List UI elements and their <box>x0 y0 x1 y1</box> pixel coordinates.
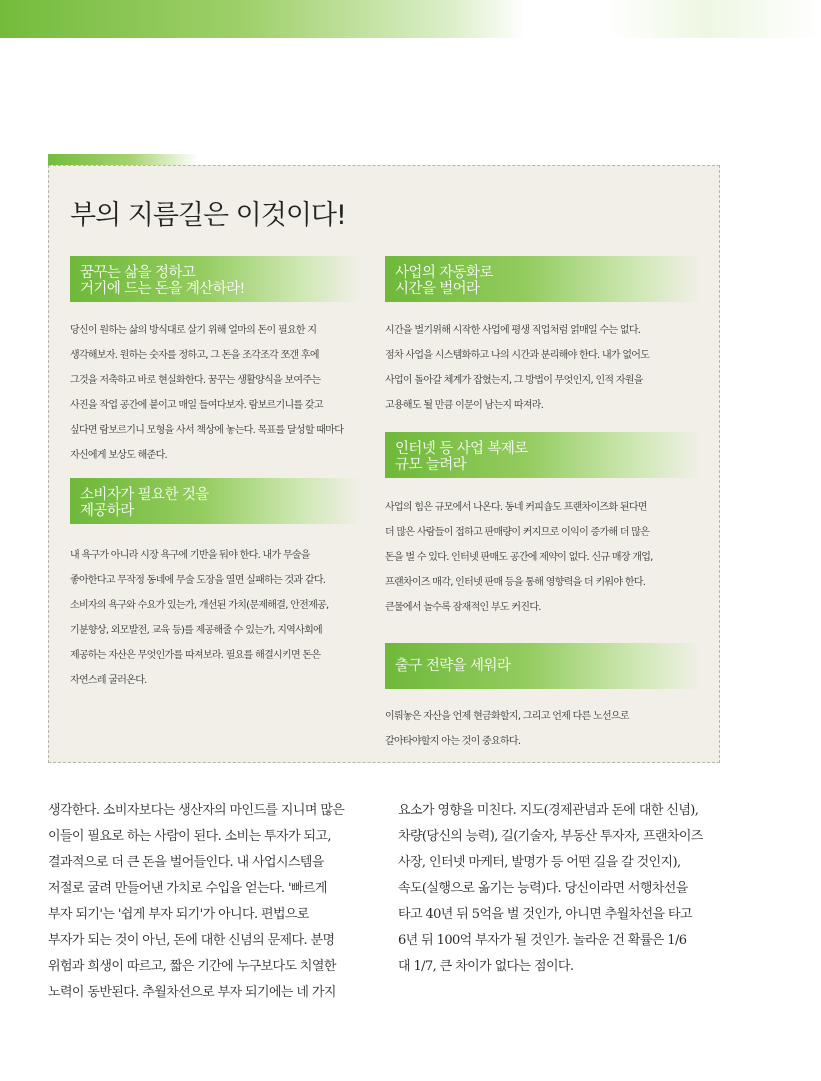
box-title: 부의 지름길은 이것이다! <box>70 200 346 231</box>
section-body-automation: 시간을 벌기위해 시작한 사업에 평생 직업처럼 얽매일 수는 없다. 점차 사업을 시스템화하고 나의 시간과 분리해야 한다. 내가 없어도 사업이 돌아갈 체계가 잡혔는지, 그 방법이 무엇인지, 인적 자원을 고용해도 될 만큼 이문이 남는지 따져라. <box>385 325 650 411</box>
section-heading-exit-strategy: 출구 전략을 세워라 <box>385 643 700 689</box>
section-body-scale: 사업의 힘은 규모에서 나온다. 동네 커피숍도 프랜차이즈화 된다면 더 많은 사람들이 접하고 판매량이 커지므로 이익이 증가해 더 많은 돈을 벌 수 있다. 인터넷 판매도 공간에 제약이 없다. 신규 매장 개업, 프랜차이즈 매각, 인터넷 판매 등을 통해 영향력을 더 키워야 한다. 큰물에서 놀수록 잠재적인 부도 커진다. <box>385 502 653 613</box>
section-body-dream-life: 당신이 원하는 삶의 방식대로 살기 위해 얼마의 돈이 필요한 지 생각해보자. 원하는 숫자를 정하고, 그 돈을 조각조각 쪼갠 후에 그것을 저축하고 바로 현실화한다. 꿈꾸는 생활양식을 보여주는 사진을 작업 공간에 붙이고 매일 들여다보자. 람보르기니를 갖고 싶다면 람보르기니 모형을 사서 책상에 놓는다. 목표를 달성할 때마다 자신에게 보상도 해준다. <box>70 325 344 461</box>
main-text-column-1: 생각한다. 소비자보다는 생산자의 마인드를 지니며 많은 이들이 필요로 하는 사람이 된다. 소비는 투자가 되고, 결과적으로 더 큰 돈을 벌어들인다. 내 사업시스템을 저절로 굴려 만들어낸 가치로 수입을 얻는다. '빠르게 부자 되기'는 '쉽게 부자 되기'가 아니다. 편법으로 부자가 되는 것이 아닌, 돈에 대한 신념의 문제다. 분명 위험과 희생이 따르고, 짧은 기간에 누구보다도 치열한 노력이 동반된다. 추월차선으로 부자 되기에는 네 가지 <box>48 803 345 1000</box>
header-gradient-bar <box>0 0 821 38</box>
section-heading-automation: 사업의 자동화로 시간을 벌어라 <box>385 256 700 302</box>
section-body-consumer-needs: 내 욕구가 아니라 시장 욕구에 기반을 둬야 한다. 내가 무술을 좋아한다고 무작정 동네에 무술 도장을 열면 실패하는 것과 같다. 소비자의 욕구와 수요가 있는가, 개선된 가치(문제해결, 안전제공, 기분향상, 외모발전, 교육 등)를 제공해줄 수 있는가, 지역사회에 제공하는 자산은 무엇인가를 따져보라. 필요를 해결시키면 돈은 자연스레 굴러온다. <box>70 550 329 686</box>
section-heading-consumer-needs: 소비자가 필요한 것을 제공하라 <box>70 478 360 524</box>
section-heading-dream-life: 꿈꾸는 삶을 정하고 거기에 드는 돈을 계산하라! <box>70 256 360 302</box>
section-body-exit-strategy: 이뤄놓은 자산을 언제 현금화할지, 그리고 언제 다른 노선으로 갈아타야할지 아는 것이 중요하다. <box>385 711 629 747</box>
main-text-column-2: 요소가 영향을 미친다. 지도(경제관념과 돈에 대한 신념), 차량(당신의 능력), 길(기술자, 부동산 투자자, 프랜차이즈 사장, 인터넷 마케터, 발명가 등 어떤 길을 갈 것인지), 속도(실행으로 옮기는 능력)다. 당신이라면 서행차선을 타고 40년 뒤 5억을 벌 것인가, 아니면 추월차선을 타고 6년 뒤 100억 부자가 될 것인가. 놀라운 건 확률은 1/6 대 1/7, 큰 차이가 없다는 점이다. <box>398 803 703 974</box>
section-heading-scale: 인터넷 등 사업 복제로 규모 늘려라 <box>385 432 700 478</box>
